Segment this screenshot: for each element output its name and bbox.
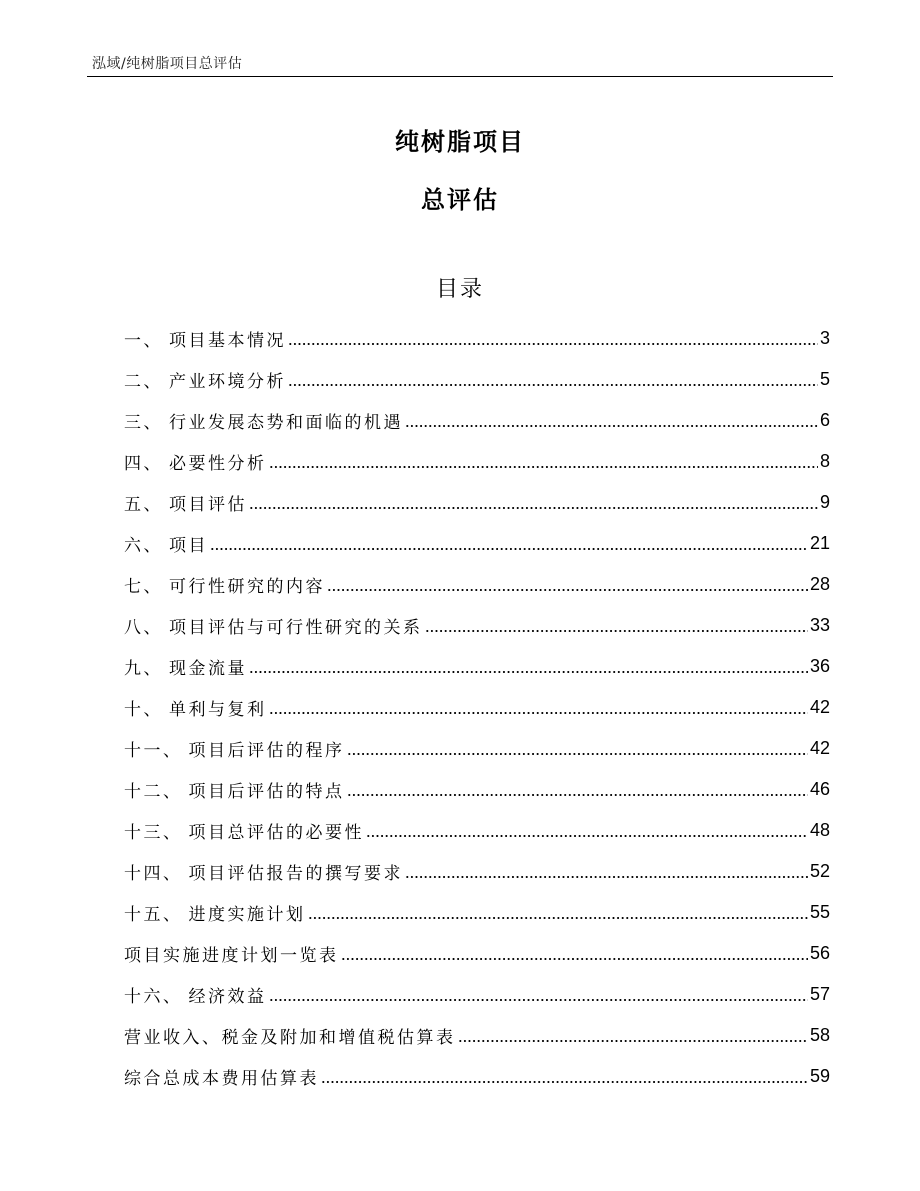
toc-entry-label: 项目总评估的必要性 [188, 823, 364, 843]
toc-entry[interactable] [124, 851, 830, 892]
toc-entry-page-number: 8 [819, 451, 830, 471]
toc-entry-page-number: 57 [809, 984, 830, 1004]
toc-entry-page-number: 6 [819, 410, 830, 430]
toc-entry-number: 七、 [124, 577, 163, 597]
header-rule [87, 76, 833, 77]
toc-entry-page-number: 59 [809, 1066, 830, 1086]
toc-entry-number: 六、 [124, 536, 163, 556]
toc-entry-page-number: 3 [819, 328, 830, 348]
toc-entry[interactable] [124, 605, 830, 646]
toc-entry[interactable] [124, 974, 830, 1015]
toc-entry[interactable] [124, 728, 830, 769]
toc-entry[interactable] [124, 523, 830, 564]
toc-dot-leader [321, 1068, 808, 1085]
toc-entry-page-number: 56 [809, 943, 830, 963]
toc-entry-page-number: 33 [809, 615, 830, 635]
toc-entry-page-number: 58 [809, 1025, 830, 1045]
toc-dot-leader [405, 412, 818, 429]
toc-entry-number: 十五、 [124, 905, 183, 925]
toc-entry-page-number: 36 [809, 656, 830, 676]
toc-dot-leader [366, 822, 808, 839]
toc-entry-label: 行业发展态势和面临的机遇 [169, 413, 403, 433]
toc-entry-label: 项目评估报告的撰写要求 [188, 864, 403, 884]
toc-entry-number: 五、 [124, 495, 163, 515]
toc-entry-label: 项目评估 [169, 495, 247, 515]
document-title: 纯树脂项目 [395, 128, 525, 156]
toc-entry[interactable] [124, 441, 830, 482]
toc-entry-number: 十二、 [124, 782, 183, 802]
toc-entry[interactable] [124, 482, 830, 523]
toc-entry-label: 项目后评估的特点 [188, 782, 345, 802]
toc-entry-label: 可行性研究的内容 [169, 577, 325, 597]
toc-entry-number: 十、 [124, 700, 163, 720]
toc-entry-label: 项目评估与可行性研究的关系 [169, 618, 423, 638]
toc-entry-number: 十四、 [124, 864, 183, 884]
toc-entry[interactable] [124, 892, 830, 933]
toc-entry[interactable] [124, 769, 830, 810]
document-subtitle: 总评估 [421, 186, 499, 214]
toc-entry-number: 一、 [124, 331, 163, 351]
toc-entry-number: 九、 [124, 659, 163, 679]
toc-entry-number: 八、 [124, 618, 163, 638]
toc-dot-leader [405, 863, 808, 880]
toc-dot-leader [249, 658, 808, 675]
toc-entry-page-number: 28 [809, 574, 830, 594]
toc-entry-number: 十一、 [124, 741, 183, 761]
toc-entry-label: 项目后评估的程序 [188, 741, 345, 761]
table-of-contents [124, 318, 830, 1097]
toc-entry-page-number: 52 [809, 861, 830, 881]
toc-dot-leader [269, 453, 818, 470]
toc-entry-label: 营业收入、税金及附加和增值税估算表 [124, 1028, 456, 1048]
toc-dot-leader [425, 617, 808, 634]
toc-dot-leader [308, 904, 808, 921]
toc-dot-leader [288, 330, 818, 347]
toc-entry[interactable] [124, 318, 830, 359]
toc-entry-page-number: 42 [809, 697, 830, 717]
toc-entry-label: 项目 [169, 536, 208, 556]
toc-entry-page-number: 48 [809, 820, 830, 840]
toc-entry-page-number: 21 [809, 533, 830, 553]
toc-entry[interactable] [124, 359, 830, 400]
toc-entry-page-number: 46 [809, 779, 830, 799]
toc-dot-leader [288, 371, 818, 388]
toc-entry-label: 产业环境分析 [169, 372, 286, 392]
toc-entry-label: 必要性分析 [169, 454, 267, 474]
toc-entry-label: 单利与复利 [169, 700, 267, 720]
toc-entry-label: 进度实施计划 [188, 905, 306, 925]
toc-entry-label: 综合总成本费用估算表 [124, 1069, 319, 1089]
toc-entry[interactable] [124, 400, 830, 441]
toc-entry-page-number: 9 [819, 492, 830, 512]
toc-dot-leader [269, 986, 808, 1003]
toc-entry[interactable] [124, 687, 830, 728]
toc-entry-number: 二、 [124, 372, 163, 392]
toc-dot-leader [341, 945, 808, 962]
toc-entry-number: 十六、 [124, 987, 183, 1007]
toc-entry-label: 现金流量 [169, 659, 247, 679]
toc-entry[interactable] [124, 646, 830, 687]
toc-entry-page-number: 42 [809, 738, 830, 758]
toc-entry[interactable] [124, 1056, 830, 1097]
toc-entry[interactable] [124, 1015, 830, 1056]
toc-dot-leader [249, 494, 818, 511]
toc-dot-leader [347, 740, 808, 757]
toc-entry-number: 三、 [124, 413, 163, 433]
toc-entry[interactable] [124, 810, 830, 851]
toc-entry[interactable] [124, 564, 830, 605]
toc-entry-label: 项目实施进度计划一览表 [124, 946, 339, 966]
toc-entry-label: 项目基本情况 [169, 331, 286, 351]
toc-entry-number: 四、 [124, 454, 163, 474]
toc-dot-leader [347, 781, 808, 798]
toc-entry-page-number: 5 [819, 369, 830, 389]
toc-dot-leader [210, 535, 808, 552]
toc-entry-page-number: 55 [809, 902, 830, 922]
running-header: 泓域/纯树脂项目总评估 [92, 56, 243, 72]
toc-dot-leader [458, 1027, 808, 1044]
toc-entry[interactable] [124, 933, 830, 974]
toc-dot-leader [327, 576, 808, 593]
toc-entry-number: 十三、 [124, 823, 183, 843]
toc-dot-leader [269, 699, 808, 716]
toc-entry-label: 经济效益 [188, 987, 267, 1007]
toc-heading: 目录 [435, 277, 484, 302]
